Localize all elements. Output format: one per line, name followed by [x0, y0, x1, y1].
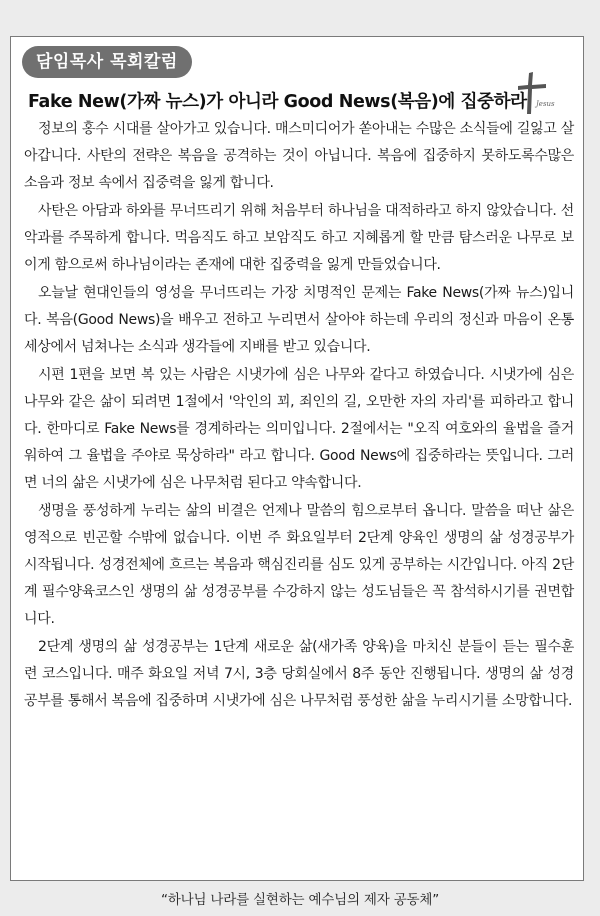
paragraph-4: 시편 1편을 보면 복 있는 사람은 시냇가에 심은 나무와 같다고 하였습니다. 시냇가에 심은 나무와 같은 삶이 되려면 1절에서 '악인의 꾀, 죄인의 길, 오만한 자의 자리'를 피하라고 합니다. 한마디로 Fake News를 경계하라는 의미입니다. 2절에서는 "오직 여호와의 율법을 즐거워하여 그 율법을 주야로 묵상하라" 라고 합니다. Good News에 집중하라는 뜻입니다. 그러면 너의 삶은 시냇가에 심은 나무처럼 된다고 약속합니다. — [24, 367, 574, 491]
paragraph-1: 정보의 홍수 시대를 살아가고 있습니다. 매스미디어가 쏟아내는 수많은 소식들에 길잃고 살아갑니다. 사탄의 전략은 복음을 공격하는 것이 아닙니다. 복음에 집중하지 못하도록수많은 소음과 정보 속에서 집중력을 잃게 합니다. — [24, 121, 574, 191]
article-title: Fake New(가짜 뉴스)가 아니라 Good News(복음)에 집중하라 — [28, 92, 527, 112]
paragraph-6: 2단계 생명의 삶 성경공부는 1단계 새로운 삶(새가족 양육)을 마치신 분들이 듣는 필수훈련 코스입니다. 매주 화요일 저녁 7시, 3층 당회실에서 8주 동안 진행됩니다. 생명의 삶 성경공부를 통해서 복음에 집중하며 시냇가에 심은 나무처럼 풍성한 삶을 누리시기를 소망합니다. — [24, 639, 574, 709]
cross-icon — [512, 70, 556, 116]
cross-caption: Jesus — [536, 100, 555, 108]
paragraph-3: 오늘날 현대인들의 영성을 무너뜨리는 가장 치명적인 문제는 Fake News(가짜 뉴스)입니다. 복음(Good News)을 배우고 전하고 누리면서 살아야 하는데 우리의 정신과 마음이 온통 세상에서 넘쳐나는 소식과 생각들에 지배를 받고 있습니다. — [24, 285, 574, 355]
paragraph-2: 사탄은 아담과 하와를 무너뜨리기 위해 처음부터 하나님을 대적하라고 하지 않았습니다. 선악과를 주목하게 합니다. 먹음직도 하고 보암직도 하고 지혜롭게 할 만큼 탐스러운 나무로 보이게 함으로써 하나님이라는 존재에 대한 집중력을 잃게 만들었습니다. — [24, 203, 574, 273]
column-category-badge: 담임목사 목회칼럼 — [22, 46, 192, 78]
church-motto: “하나님 나라를 실현하는 예수님의 제자 공동체” — [160, 892, 440, 908]
paragraph-5: 생명을 풍성하게 누리는 삶의 비결은 언제나 말씀의 힘으로부터 옵니다. 말씀을 떠난 삶은 영적으로 빈곤할 수밖에 없습니다. 이번 주 화요일부터 2단계 양육인 생명의 삶 성경공부가 시작됩니다. 성경전체에 흐르는 복음과 핵심진리를 심도 있게 공부하는 시간입니다. 아직 2단계 필수양육코스인 생명의 삶 성경공부를 수강하지 않는 성도님들은 꼭 참석하시기를 권면합니다. — [24, 503, 574, 627]
article-body — [24, 116, 574, 716]
